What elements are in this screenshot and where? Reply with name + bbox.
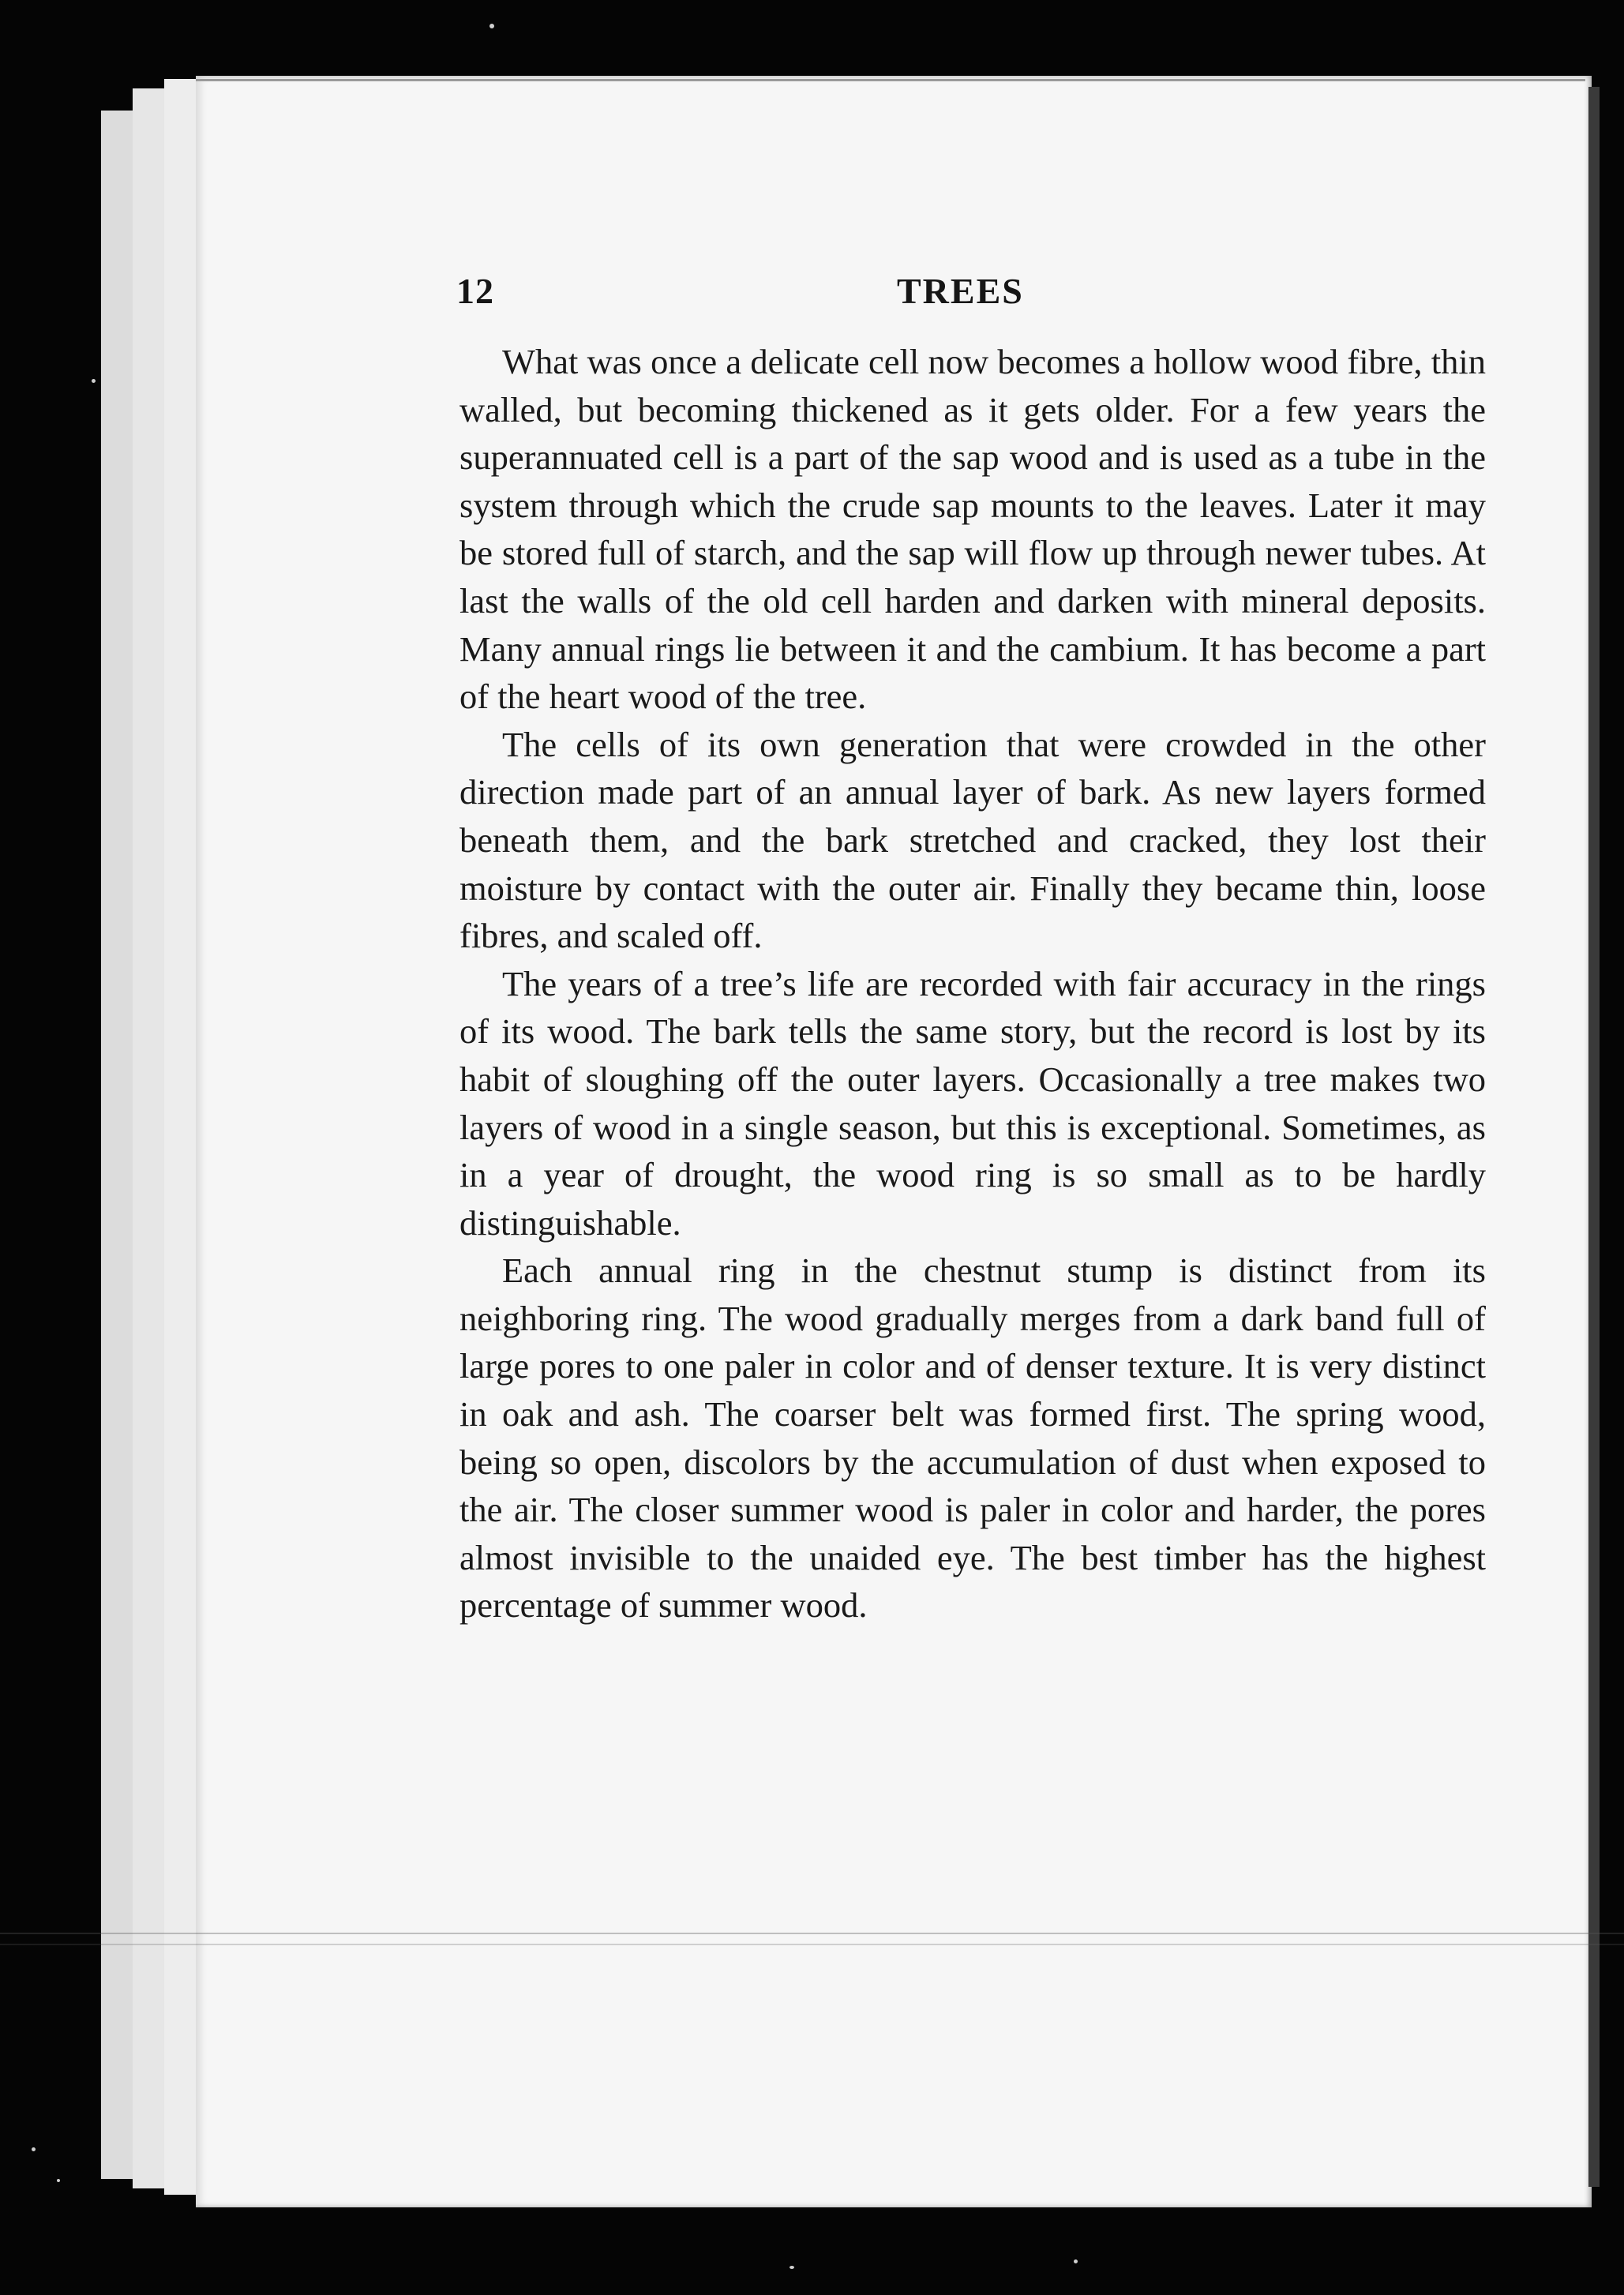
scan-speck xyxy=(57,2179,60,2182)
paragraph: Each annual ring in the chestnut stump is distinct from its neighboring ring. The wood gradually merges from a dark band full of large pores to one paler in color and of denser texture. It is very distinct in oak and ash. The coarser belt was formed first. The spring wood, being so open, discolors by the accumulation of dust when exposed to the air. The closer summer wood is paler in color and harder, the pores almost invisible to the unaided eye. The best timber has the highest percentage of summer wood. xyxy=(459,1251,1486,1626)
page-stack-edge xyxy=(164,79,197,2195)
paragraph: What was once a delicate cell now becomes a hollow wood fibre, thin walled, but becoming thickened as it gets older. For a few years the superannuated cell is a part of the sap wood and is used as a tube in the system through which the crude sap mounts to the leaves. Later it may be stored full of starch, and the sap will flow up through newer tubes. At last the walls of the old cell harden and darken with mineral deposits. Many annual rings lie between it and the cambium. It has become a part of the heart wood of the tree. xyxy=(459,342,1486,717)
page-number: 12 xyxy=(456,271,494,311)
scan-speck xyxy=(1074,2259,1078,2263)
paragraph: The years of a tree’s life are recorded with fair accuracy in the rings of its wood. The bark tells the same story, but the record is lost by its habit of sloughing off the outer layers. Occasionally a tree makes two layers of wood in a single season, but this is exceptional. Sometimes, as in a year of drought, the wood ring is so small as to be hardly distinguishable. xyxy=(459,963,1486,1243)
page-stack-edge xyxy=(133,88,166,2188)
page-right-edge xyxy=(1588,87,1600,2187)
scan-speck xyxy=(789,2266,794,2269)
running-header xyxy=(456,270,1483,325)
body-text xyxy=(459,338,1486,1629)
page-top-edge xyxy=(196,79,1585,81)
scan-speck xyxy=(32,2147,36,2151)
scan-speck xyxy=(92,379,96,383)
page-stack-edge xyxy=(101,111,134,2179)
scan-speck xyxy=(489,24,494,28)
paragraph: The cells of its own generation that were crowded in the other direction made part of an annual layer of bark. As new layers formed beneath them, and the bark stretched and cracked, they lost their moisture by contact with the outer air. Finally they became thin, loose fibres, and scaled off. xyxy=(459,724,1486,956)
scan-line xyxy=(0,1944,1624,1945)
running-title: TREES xyxy=(897,271,1024,311)
scan-line xyxy=(0,1933,1624,1934)
